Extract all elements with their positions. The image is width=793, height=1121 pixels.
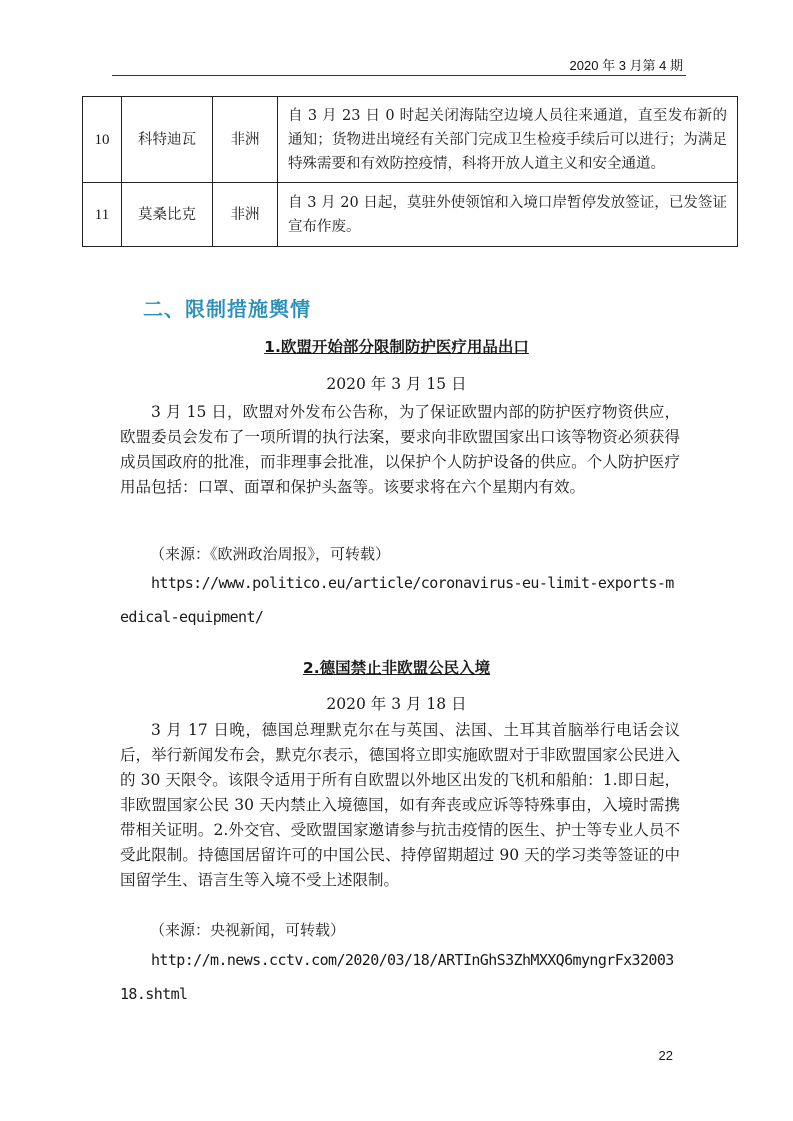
section-heading: 二、限制措施舆情 [143, 297, 311, 321]
region-name: 非洲 [213, 97, 278, 183]
measure-content: 自 3 月 23 日 0 时起关闭海陆空边境人员往来通道，直至发布新的通知；货物进出境经有关部门完成卫生检疫手续后可以进行；为满足特殊需要和有效防控疫情，科将开放人道主义和安全通道。 [278, 97, 738, 183]
page-number: 22 [658, 1048, 673, 1063]
article-body: 3 月 15 日，欧盟对外发布公告称，为了保证欧盟内部的防护医疗物资供应，欧盟委员会发布了一项所谓的执行法案，要求向非欧盟国家出口该等物资必须获得成员国政府的批准，而非理事会批准，以保护个人防护设备的供应。个人防护医疗用品包括：口罩、面罩和保护头盔等。该要求将在六个星期内有效。 [120, 403, 680, 496]
article-title: 2.德国禁止非欧盟公民入境 [302, 659, 491, 677]
issue-header: 2020 年 3 月第 4 期 [569, 58, 683, 73]
article-date: 2020 年 3 月 15 日 [326, 375, 467, 393]
measure-content: 自 3 月 20 日起，莫驻外使领馆和入境口岸暂停发放签证，已发签证宣布作废。 [278, 183, 738, 247]
table-row [83, 183, 738, 247]
article-title: 1.欧盟开始部分限制防护医疗用品出口 [264, 338, 529, 356]
header-divider [112, 75, 686, 76]
table-row [83, 97, 738, 183]
article-body: 3 月 17 日晚，德国总理默克尔在与英国、法国、土耳其首脑举行电话会议后，举行新闻发布会，默克尔表示，德国将立即实施欧盟对于非欧盟国家公民进入的 30 天限令。该限令适用于所有自欧盟以外地区出发的飞机和船舶：1.即日起，非欧盟国家公民 30 天内禁止入境德国，如有奔丧或应诉等特殊事由，入境时需携带相关证明。2.外交官、受欧盟国家邀请参与抗击疫情的医生、护士等专业人员不受此限制。持德国居留许可的中国公民、持停留期超过 90 天的学习类等签证的中国留学生、语言生等入境不受上述限制。 [120, 721, 680, 889]
region-name: 非洲 [213, 183, 278, 247]
country-name: 科特迪瓦 [122, 97, 213, 183]
article-url[interactable]: http://m.news.cctv.com/2020/03/18/ARTInGhS3ZhMXXQ6myngrFx3200318.shtml [120, 951, 674, 1003]
country-name: 莫桑比克 [122, 183, 213, 247]
row-number: 11 [83, 183, 122, 247]
row-number: 10 [83, 97, 122, 183]
article-date: 2020 年 3 月 18 日 [326, 695, 467, 713]
article-source: （来源：《欧洲政治周报》，可转载） [150, 545, 391, 563]
article-source: （来源：央视新闻，可转载） [150, 921, 346, 939]
article-url[interactable]: https://www.politico.eu/article/coronavirus-eu-limit-exports-medical-equipment/ [120, 574, 674, 626]
country-measures-table [82, 96, 738, 247]
